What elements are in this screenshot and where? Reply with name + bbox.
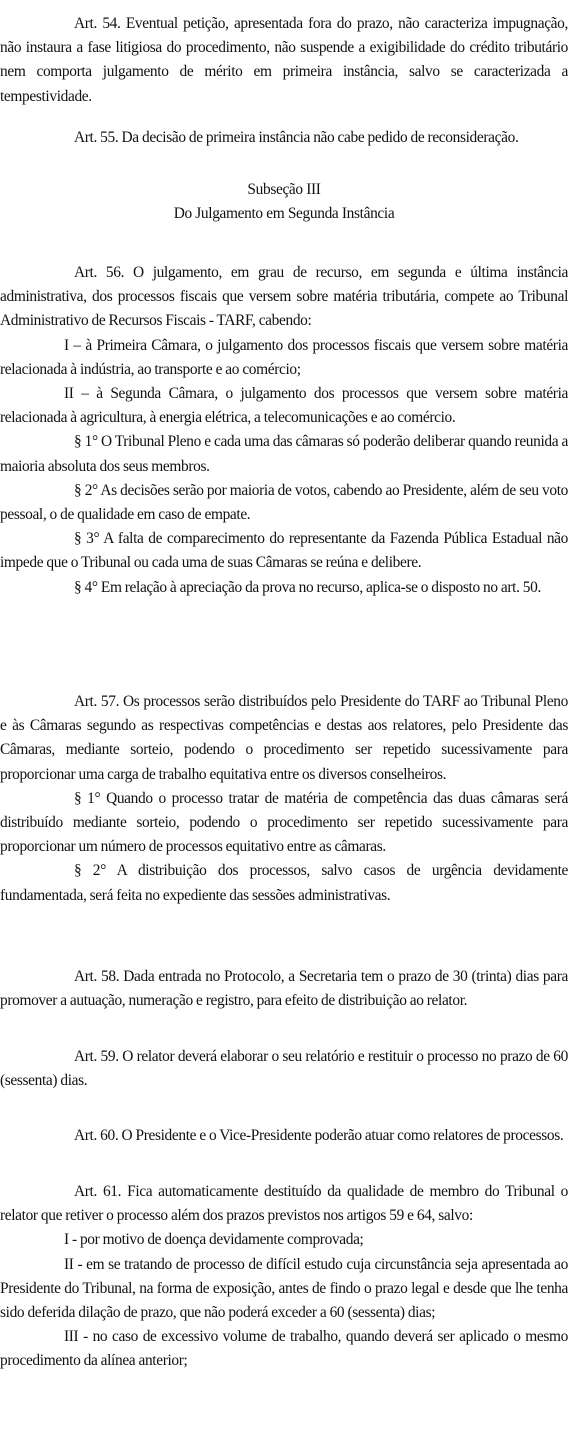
article-56-paragraph-1: § 1° O Tribunal Pleno e cada uma das câmaras só poderão deliberar quando reunida a maioria absoluta dos seus membros.: [0, 433, 568, 475]
article-56-paragraph-4: § 4° Em relação à apreciação da prova no recurso, aplica-se o disposto no art. 50.: [74, 578, 541, 596]
article-56-paragraph-3: § 3° A falta de comparecimento do representante da Fazenda Pública Estadual não impede que o Tribunal ou cada uma de suas Câmaras se reúna e delibere.: [0, 530, 568, 572]
article-56: [0, 261, 568, 600]
article-58: [0, 965, 568, 1013]
subsection-subtitle: Do Julgamento em Segunda Instância: [173, 205, 395, 223]
article-56-caput: Art. 56. O julgamento, em grau de recurso, em segunda e última instância administrativa, dos processos fiscais que versem sobre matéria tributária, compete ao Tribunal Administrativo de Recursos Fiscais - TARF, cabendo:: [0, 264, 568, 330]
article-59: [0, 1045, 568, 1093]
article-54-text: Art. 54. Eventual petição, apresentada fora do prazo, não caracteriza impugnação, não instaura a fase litigiosa do procedimento, não suspende a exigibilidade do crédito tributário nem comporta julgamento de mérito em primeira instância, salvo se caracterizada a tempestividade.: [0, 15, 568, 105]
subsection-heading: [0, 178, 568, 226]
article-61: [0, 1180, 568, 1374]
article-56-paragraph-2: § 2° As decisões serão por maioria de votos, cabendo ao Presidente, além de seu voto pessoal, o de qualidade em caso de empate.: [0, 481, 568, 524]
article-61-caput: Art. 61. Fica automaticamente destituído da qualidade de membro do Tribunal o relator que retiver o processo além dos prazos previstos nos artigos 59 e 64, salvo:: [0, 1183, 568, 1225]
subsection-title: Subseção III: [247, 181, 321, 198]
article-60-text: Art. 60. O Presidente e o Vice-Presidente poderão atuar como relatores de processos.: [74, 1127, 564, 1144]
article-57: [0, 690, 568, 908]
article-54: [0, 12, 568, 109]
article-57-paragraph-1: § 1° Quando o processo tratar de matéria de competência das duas câmaras será distribuído mediante sorteio, podendo o procedimento ser repetido sucessivamente para proporcionar um número de processos equitativo entre as câmaras.: [0, 789, 568, 856]
article-61-item-2: II - em se tratando de processo de difícil estudo cuja circunstância seja apresentada ao Presidente do Tribunal, na forma de exposição, antes de findo o prazo legal e desde que lhe tenha sido deferida dilação de prazo, que não poderá exceder a 60 (sessenta) dias;: [0, 1255, 568, 1322]
article-59-text: Art. 59. O relator deverá elaborar o seu relatório e restituir o processo no prazo de 60 (sessenta) dias.: [0, 1048, 568, 1090]
article-55-text: Art. 55. Da decisão de primeira instância não cabe pedido de reconsideração.: [74, 129, 519, 146]
article-57-paragraph-2: § 2° A distribuição dos processos, salvo casos de urgência devidamente fundamentada, será feita no expediente das sessões administrativas.: [0, 862, 568, 904]
article-56-item-1: I – à Primeira Câmara, o julgamento dos processos fiscais que versem sobre matéria relacionada à indústria, ao transporte e ao comércio;: [0, 336, 568, 378]
article-61-item-3: III - no caso de excessivo volume de trabalho, quando deverá ser aplicado o mesmo procedimento da alínea anterior;: [0, 1328, 568, 1370]
article-58-text: Art. 58. Dada entrada no Protocolo, a Secretaria tem o prazo de 30 (trinta) dias para promover a autuação, numeração e registro, para efeito de distribuição ao relator.: [0, 968, 568, 1010]
article-56-item-2: II – à Segunda Câmara, o julgamento dos processos que versem sobre matéria relacionada à agricultura, à energia elétrica, a telecomunicações e ao comércio.: [0, 385, 568, 427]
article-60: [0, 1124, 568, 1148]
article-55: [0, 126, 568, 150]
article-57-caput: Art. 57. Os processos serão distribuídos pelo Presidente do TARF ao Tribunal Pleno e às Câmaras segundo as respectivas competências e destas aos relatores, pelo Presidente das Câmaras, mediante sorteio, podendo o procedimento ser repetido sucessivamente para proporcionar uma carga de trabalho equitativa entre os diversos conselheiros.: [0, 693, 568, 783]
article-61-item-1: I - por motivo de doença devidamente comprovada;: [64, 1231, 364, 1249]
